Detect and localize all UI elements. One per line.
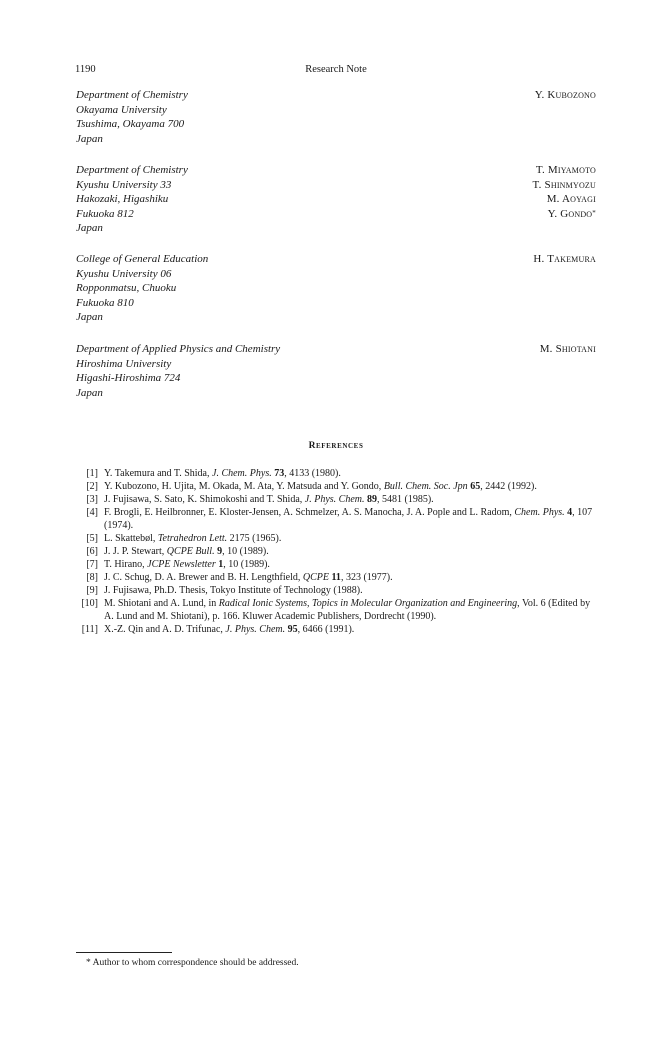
reference-segment: , 6466 (1991). [297,624,355,635]
reference-item [76,532,596,545]
reference-volume: 73 [274,468,285,479]
reference-volume: 9 [217,546,223,557]
reference-journal: Chem. Phys. [514,507,565,518]
address-line: Hiroshima University [76,357,172,370]
running-title: Research Note [305,64,367,75]
affiliation-address [76,342,596,400]
reference-text [104,545,596,558]
reference-text [104,493,596,506]
reference-text [104,467,596,480]
footnote-rule [76,952,172,953]
reference-item [76,571,596,584]
affiliation-address [76,88,596,146]
address-line: Higashi-Hiroshima 724 [76,372,181,385]
reference-number: [6] [86,546,98,557]
reference-number: [3] [86,494,98,505]
reference-journal: Radical Ionic Systems, Topics in Molecular Organization and Engineering [218,598,518,609]
author-name: T. Miyamoto [535,164,596,176]
reference-segment: F. Brogli, E. Heilbronner, E. Kloster-Jensen, A. Schmelzer, A. S. Manocha, J. A. Pople and L. Radom, [104,507,515,518]
reference-segment: , 5481 (1985). [376,494,434,505]
reference-segment: J. Fujisawa, Ph.D. Thesis, Tokyo Institute of Technology (1988). [104,585,363,596]
reference-segment: Y. Kubozono, H. Ujita, M. Okada, M. Ata, Y. Matsuda and Y. Gondo, [104,481,384,492]
reference-segment: M. Shiotani and A. Lund, in [104,598,219,609]
reference-item [76,493,596,506]
reference-segment: J. C. Schug, D. A. Brewer and B. H. Lengthfield, [104,572,303,583]
reference-number: [5] [86,533,98,544]
reference-item [76,480,596,493]
reference-text [104,584,596,597]
reference-number: [10] [81,598,98,609]
reference-item [76,584,596,597]
reference-journal: QCPE [302,572,329,583]
address-line: Fukuoka 810 [76,296,134,309]
reference-item [76,558,596,571]
address-line: Kyushu University 06 [76,267,172,280]
reference-number: [4] [86,507,98,518]
reference-journal: J. Chem. Phys. [212,468,272,479]
address-line: Hakozaki, Higashiku [76,193,169,206]
affiliation-address [76,252,596,325]
reference-volume: 4 [567,507,573,518]
author-name: H. Takemura [533,253,596,265]
reference-number: [7] [86,559,98,570]
author-name: Y. Kubozono [534,89,596,101]
address-line: Kyushu University 33 [76,178,172,191]
affiliation-block [76,163,596,236]
reference-segment: , Vol. 6 (Edited by A. Lund and M. Shiotani), p. 166. Kluwer Academic Publishers, Dordrecht (1990). [104,598,591,622]
reference-volume: 11 [331,572,341,583]
address-line: Ropponmatsu, Chuoku [76,282,177,295]
reference-item [76,597,596,623]
reference-number: [2] [86,481,98,492]
reference-volume: 95 [287,624,298,635]
address-line: Okayama University [76,103,167,116]
reference-segment: , 323 (1977). [340,572,393,583]
author-names [533,163,596,221]
reference-volume: 89 [366,494,377,505]
reference-segment: J. Fujisawa, S. Sato, K. Shimokoshi and T. Shida, [104,494,305,505]
reference-segment: 2175 (1965). [227,533,282,544]
reference-item [76,467,596,480]
references-list [76,467,596,636]
footnote: * Author to whom correspondence should be addressed. [86,958,299,968]
reference-volume: 1 [218,559,224,570]
author-name: M. Shiotani [539,343,596,355]
address-line: Japan [76,222,103,235]
reference-segment: X.-Z. Qin and A. D. Trifunac, [104,624,226,635]
reference-journal: Bull. Chem. Soc. Jpn [383,481,468,492]
reference-segment: J. J. P. Stewart, [104,546,167,557]
reference-text [104,571,596,584]
address-line: Japan [76,386,103,399]
reference-journal: QCPE Bull. [166,546,215,557]
reference-segment: , 4133 (1980). [284,468,341,479]
reference-journal: J. Phys. Chem. [225,624,286,635]
reference-segment: , 10 (1989). [223,559,270,570]
reference-segment: L. Skattebøl, [104,533,158,544]
reference-segment: , 10 (1989). [222,546,269,557]
reference-number: [11] [81,624,98,635]
reference-journal: JCPE Newsletter [147,559,216,570]
reference-volume: 65 [470,481,481,492]
reference-text [104,623,596,636]
address-line: Japan [76,311,103,324]
reference-segment: , 107 (1974). [104,507,593,531]
author-names [535,88,596,103]
reference-text [104,506,596,532]
correspondence-asterisk: * [592,208,596,217]
reference-journal: J. Phys. Chem. [304,494,365,505]
address-line: Japan [76,132,103,145]
author-name: Y. Gondo* [547,207,596,220]
author-name: T. Shinmyozu [532,178,596,191]
references-heading: References [308,441,364,451]
reference-number: [8] [86,572,98,583]
reference-text [104,558,596,571]
affiliation-block [76,342,596,400]
reference-segment: Y. Takemura and T. Shida, [104,468,212,479]
author-name: M. Aoyagi [546,193,596,206]
reference-text [104,532,596,545]
address-line: Department of Chemistry [76,164,188,176]
affiliation-address [76,163,596,236]
reference-number: [1] [86,468,98,479]
address-line: Department of Chemistry [76,89,188,101]
reference-segment: , 2442 (1992). [480,481,537,492]
reference-item [76,623,596,636]
address-line: Tsushima, Okayama 700 [76,118,185,131]
reference-segment: T. Hirano, [104,559,148,570]
author-names [540,342,596,357]
page-number: 1190 [75,64,96,75]
reference-text [104,597,596,623]
affiliation-block [76,88,596,146]
author-names [533,252,596,267]
reference-journal: Tetrahedron Lett. [157,533,228,544]
affiliation-block [76,252,596,325]
address-line: Department of Applied Physics and Chemistry [76,343,281,355]
reference-number: [9] [86,585,98,596]
reference-text [104,480,596,493]
reference-item [76,506,596,532]
reference-item [76,545,596,558]
address-line: College of General Education [76,253,209,265]
address-line: Fukuoka 812 [76,207,134,220]
